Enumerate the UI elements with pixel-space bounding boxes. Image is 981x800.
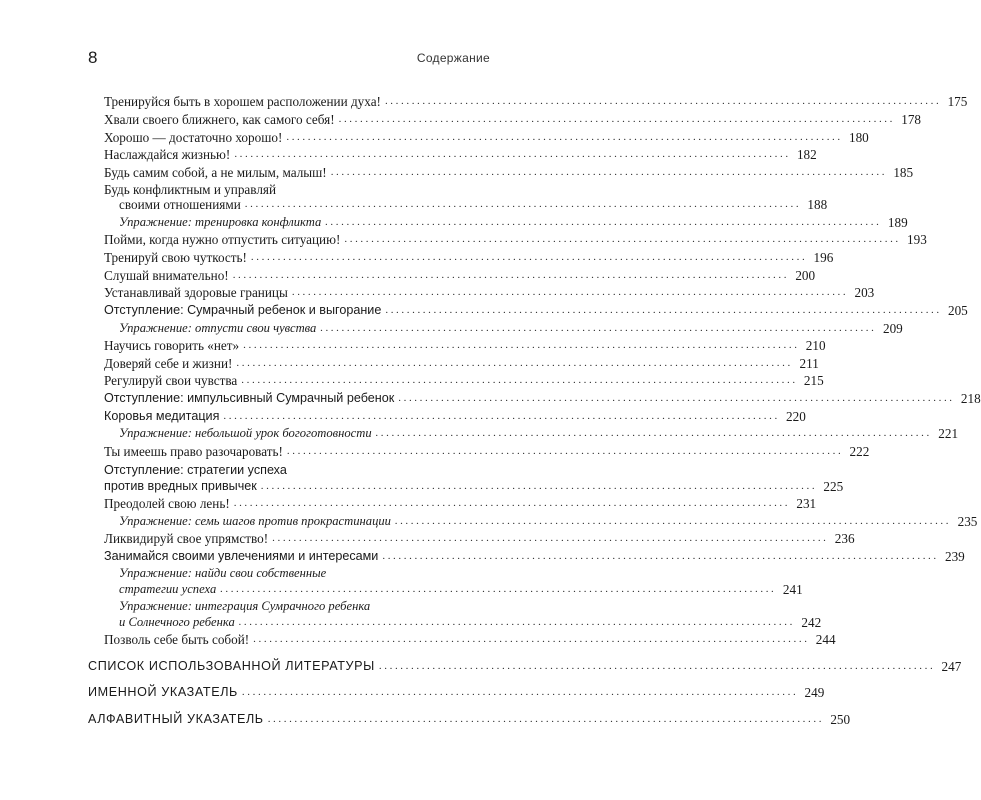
toc-entry (104, 249, 834, 266)
toc-entry-title-line1: Упражнение: найди свои собственные (119, 566, 327, 580)
toc-section-entry (88, 684, 825, 701)
toc-page-number: 249 (804, 685, 825, 700)
toc-page-number: 220 (786, 409, 806, 424)
toc-page-number: 242 (801, 615, 822, 630)
toc-entry-title: Ликвидируй свое упрямство! (104, 531, 269, 546)
leader-dots: ........................................................................................................ (291, 286, 849, 298)
leader-dots: ........................................................................................................ (241, 374, 798, 386)
toc-page-number: 221 (938, 426, 959, 441)
leader-dots: ........................................................................................................ (384, 95, 942, 107)
toc-entry-title: Позволь себе быть собой! (104, 632, 250, 647)
toc-entry-title: Регулируй свои чувства (104, 373, 238, 388)
toc-page-number: 203 (854, 285, 875, 300)
toc-entry (104, 129, 869, 146)
running-title: Содержание (416, 51, 490, 65)
toc-entry (104, 284, 875, 301)
toc-section-entry (88, 711, 851, 728)
toc-entry-title: Ты имеешь право разочаровать! (104, 444, 283, 459)
toc-entry-title: Упражнение: семь шагов против прокрастинации (119, 514, 391, 528)
leader-dots: ........................................................................................................ (344, 233, 901, 245)
leader-dots: ........................................................................................................ (232, 269, 790, 281)
toc-entry (104, 408, 806, 425)
toc-digression-entry (104, 478, 844, 495)
leader-dots: ........................................................................................................ (325, 216, 882, 228)
toc-entry-title: Упражнение: тренировка конфликта (119, 215, 322, 229)
toc-entry-title-line1: Отступление: стратегии успеха (104, 463, 287, 477)
toc-entry (104, 267, 816, 284)
toc-entry-title: Упражнение: отпусти свои чувства (119, 321, 317, 335)
leader-dots: ........................................................................................................ (320, 322, 877, 334)
leader-dots: ........................................................................................................ (244, 198, 802, 210)
leader-dots: ........................................................................................................ (378, 660, 936, 672)
toc-entry-title: Хвали своего ближнего, как самого себя! (104, 112, 335, 127)
leader-dots: ........................................................................................................ (234, 148, 791, 160)
leader-dots: ........................................................................................................ (330, 166, 888, 178)
leader-dots: ........................................................................................................ (243, 339, 800, 351)
toc-page-number: 215 (803, 373, 824, 388)
toc-entry (104, 372, 824, 389)
toc-page-number: 239 (944, 549, 965, 564)
toc-page-number: 222 (849, 444, 870, 459)
toc-page-number: 218 (960, 391, 981, 406)
leader-dots: ........................................................................................................ (286, 131, 843, 143)
leader-dots: ........................................................................................................ (233, 497, 791, 509)
toc-entry-title-line2: стратегии успеха (119, 582, 217, 596)
toc-entry-title: Тренируйся быть в хорошем расположении духа! (104, 94, 381, 109)
leader-dots: ........................................................................................................ (250, 251, 808, 263)
toc-section-entry (88, 658, 962, 675)
toc-page-number: 182 (796, 147, 817, 162)
leader-dots: ........................................................................................................ (398, 392, 955, 404)
toc-entry-title: Занимайся своими увлечениями и интересами (104, 549, 379, 563)
toc-entry (104, 337, 826, 354)
leader-dots: ........................................................................................................ (382, 550, 939, 562)
toc-entry (104, 355, 819, 372)
toc-entry-title: Будь самим собой, а не милым, малыш! (104, 165, 327, 180)
leader-dots: ........................................................................................................ (236, 357, 793, 369)
toc-entry-title: Коровья медитация (104, 409, 220, 423)
toc-page-number: 205 (947, 303, 968, 318)
toc-entry (119, 196, 828, 213)
toc-entry-title: Тренируй свою чуткость! (104, 250, 247, 265)
toc-entry-title: Преодолей свою лень! (104, 496, 230, 511)
toc-page-number: 236 (834, 531, 855, 546)
toc-page-number: 231 (796, 496, 817, 511)
toc-entry-title-line2: и Солнечного ребенка (119, 615, 235, 629)
toc-section-title: АЛФАВИТНЫЙ УКАЗАТЕЛЬ (88, 712, 264, 726)
toc-digression-entry (104, 390, 981, 407)
leader-dots: ........................................................................................................ (223, 410, 780, 422)
toc-entry-title-line2: своими отношениями (119, 197, 241, 212)
toc-entry-title: Наслаждайся жизнью! (104, 147, 231, 162)
toc-exercise-entry (119, 513, 978, 530)
toc-entry (104, 530, 855, 547)
toc-entry-title: Доверяй себе и жизни! (104, 356, 233, 371)
toc-digression-entry (104, 302, 968, 319)
toc-entry (104, 231, 927, 248)
page-number: 8 (88, 48, 98, 67)
toc-entry-title-line1: Будь конфликтным и управляй (104, 182, 277, 197)
leader-dots: ........................................................................................................ (220, 583, 777, 595)
leader-dots: ........................................................................................................ (238, 616, 796, 628)
toc-page-number: 210 (805, 338, 826, 353)
toc-page-number: 250 (830, 712, 851, 727)
toc-entry-title: Отступление: импульсивный Сумрачный ребенок (104, 391, 395, 405)
toc-entry (104, 146, 817, 163)
toc-exercise-entry (119, 614, 822, 631)
leader-dots: ........................................................................................................ (394, 515, 952, 527)
toc-page-number: 200 (795, 268, 816, 283)
toc-entry (104, 443, 870, 460)
toc-entry-title: Пойми, когда нужно отпустить ситуацию! (104, 232, 341, 247)
toc-page-number: 180 (848, 130, 869, 145)
toc-section-title: ИМЕННОЙ УКАЗАТЕЛЬ (88, 685, 238, 699)
toc-exercise-entry (119, 581, 803, 598)
toc-page-number: 175 (947, 94, 968, 109)
toc-entry-title-line1: Упражнение: интеграция Сумрачного ребенка (119, 599, 371, 613)
leader-dots: ........................................................................................................ (267, 713, 825, 725)
toc-entry (104, 111, 922, 128)
toc-section-title: СПИСОК ИСПОЛЬЗОВАННОЙ ЛИТЕРАТУРЫ (88, 659, 375, 673)
toc-entry-title-line2: против вредных привычек (104, 479, 257, 493)
toc-page-number: 185 (893, 165, 914, 180)
toc-entry-title: Отступление: Сумрачный ребенок и выгорание (104, 303, 382, 317)
toc-page-number: 196 (813, 250, 834, 265)
toc-entry-title: Научись говорить «нет» (104, 338, 240, 353)
toc-entry-title: Хорошо — достаточно хорошо! (104, 130, 283, 145)
toc-entry (104, 548, 965, 565)
toc-entry (104, 164, 914, 181)
toc-page-number: 244 (815, 632, 836, 647)
toc-entry-title: Устанавливай здоровые границы (104, 285, 288, 300)
toc-page-number: 211 (799, 356, 819, 371)
toc-page-number: 209 (882, 321, 903, 336)
toc-page-number: 225 (823, 479, 844, 494)
toc-entry-title: Слушай внимательно! (104, 268, 229, 283)
toc-page-number: 193 (907, 232, 927, 247)
toc-exercise-entry (119, 320, 903, 337)
toc-page-number: 189 (887, 215, 908, 230)
leader-dots: ........................................................................................................ (338, 113, 896, 125)
leader-dots: ........................................................................................................ (385, 304, 942, 316)
toc-entry (104, 93, 968, 110)
leader-dots: ........................................................................................................ (253, 633, 810, 645)
toc-exercise-entry (119, 425, 959, 442)
toc-entry-title: Упражнение: небольшой урок богоготовности (119, 426, 372, 440)
leader-dots: ........................................................................................................ (375, 427, 933, 439)
leader-dots: ........................................................................................................ (286, 445, 844, 457)
toc-entry (104, 631, 836, 648)
toc-page-number: 247 (941, 659, 962, 674)
toc-page-number: 178 (901, 112, 922, 127)
toc-entry (104, 495, 817, 512)
toc-page-number: 241 (782, 582, 803, 597)
leader-dots: ........................................................................................................ (260, 480, 818, 492)
leader-dots: ........................................................................................................ (272, 532, 829, 544)
toc-page-number: 188 (807, 197, 828, 212)
leader-dots: ........................................................................................................ (241, 686, 799, 698)
toc-page-number: 235 (957, 514, 978, 529)
toc-exercise-entry (119, 214, 908, 231)
